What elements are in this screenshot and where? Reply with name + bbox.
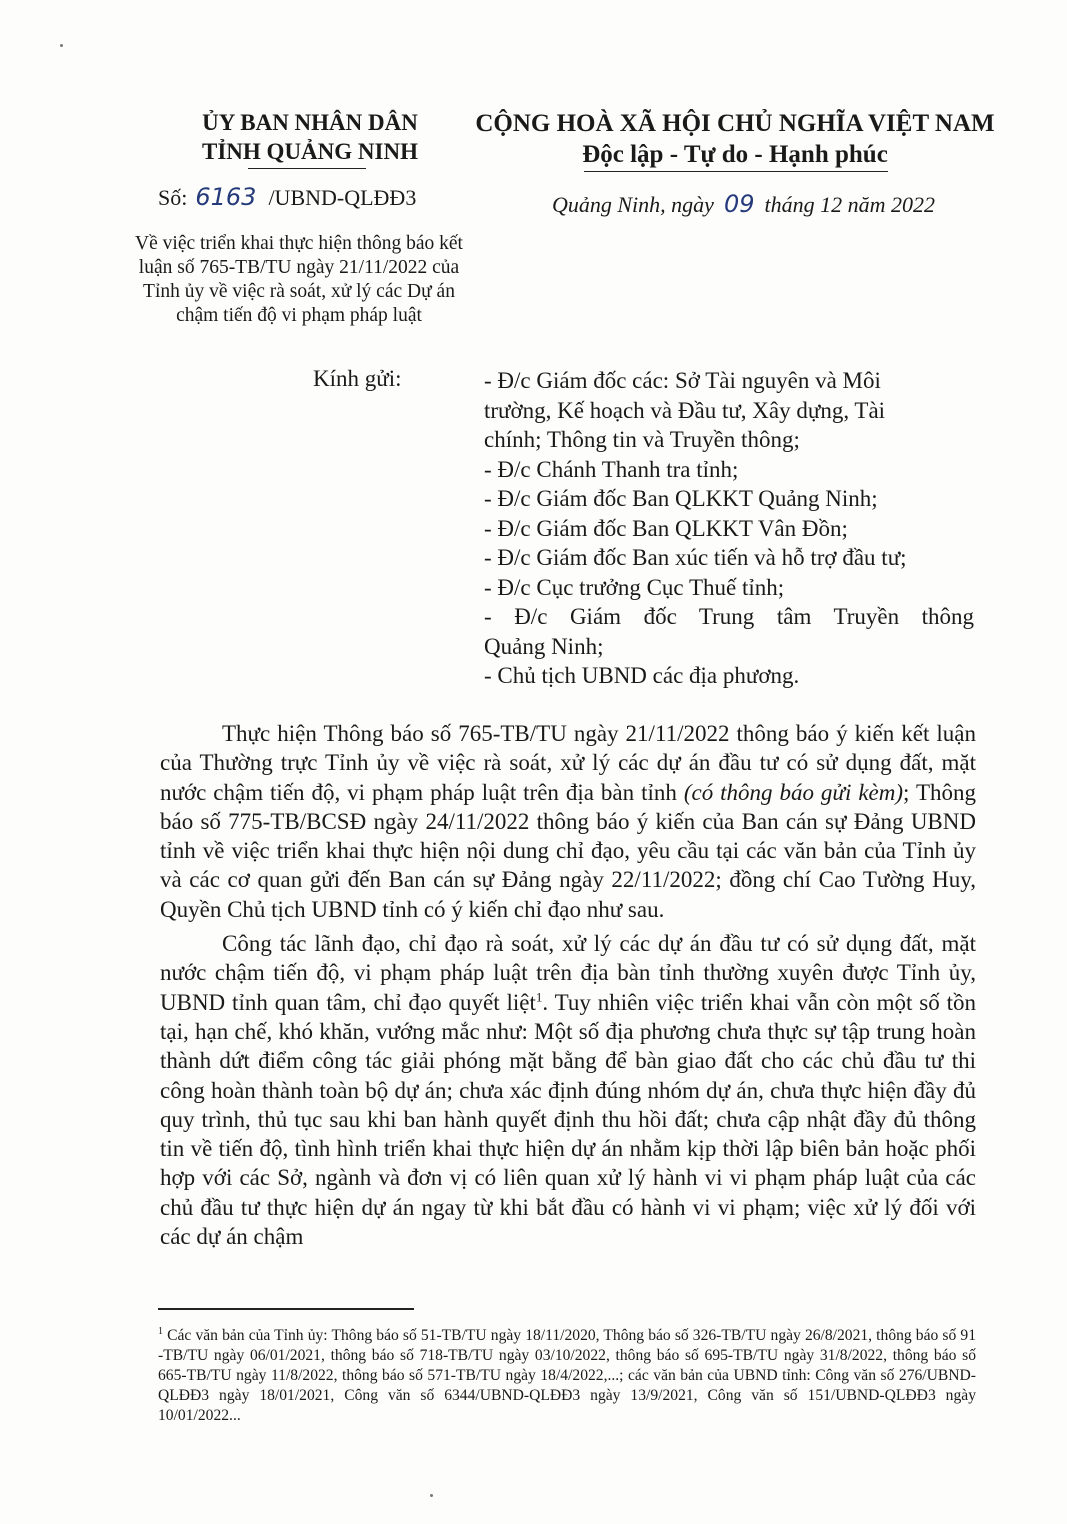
footnote bbox=[158, 1322, 976, 1426]
recipient-line: - Đ/c Giám đốc Trung tâm Truyền thông bbox=[484, 604, 974, 629]
body-paragraph-2 bbox=[160, 929, 976, 1251]
handwritten-number: 6163 bbox=[195, 183, 257, 211]
footnote-reference: 1 bbox=[535, 989, 543, 1005]
subject-line: Tỉnh ủy về việc rà soát, xử lý các Dự án bbox=[143, 281, 455, 302]
scan-speck bbox=[430, 1494, 433, 1497]
subject-line: luận số 765-TB/TU ngày 21/11/2022 của bbox=[138, 257, 460, 278]
national-motto: Độc lập - Tự do - Hạnh phúc bbox=[582, 141, 888, 168]
footnote-separator bbox=[158, 1308, 414, 1310]
subject-line: Về việc triển khai thực hiện thông báo kết bbox=[135, 233, 463, 254]
recipient-line: - Đ/c Giám đốc các: Sở Tài nguyên và Môi bbox=[484, 368, 881, 393]
paragraph-italic-note: (có thông báo gửi kèm) bbox=[683, 779, 904, 805]
motto-underline bbox=[584, 171, 888, 172]
recipient-line: - Chủ tịch UBND các địa phương. bbox=[484, 663, 800, 688]
date-prefix: Quảng Ninh, ngày bbox=[552, 192, 714, 217]
authority-underline bbox=[248, 168, 366, 169]
paragraph-text: Công tác lãnh đạo, chỉ đạo rà soát, xử lý các dự án đầu tư có sử dụng đất, mặt nước chậm tiến độ, vi phạm pháp luật trên địa bàn tỉnh thường xuyên được Tỉnh ủy, UBND tỉnh quan tâm, chỉ đạo quyết liệt bbox=[160, 931, 976, 1015]
authority-line-2: TỈNH QUẢNG NINH bbox=[202, 139, 418, 164]
recipient-line: - Đ/c Cục trưởng Cục Thuế tỉnh; bbox=[484, 574, 785, 600]
issuing-authority bbox=[140, 108, 480, 166]
body-paragraph-1 bbox=[160, 719, 976, 924]
footnote-marker: 1 bbox=[158, 1326, 163, 1337]
recipient-line: - Đ/c Chánh Thanh tra tỉnh; bbox=[484, 456, 739, 482]
document-number bbox=[158, 183, 416, 211]
recipient-line: trường, Kế hoạch và Đầu tư, Xây dựng, Tài bbox=[484, 397, 886, 423]
document-number-prefix: Số: bbox=[158, 185, 188, 210]
paragraph-text: Thực hiện Thông báo số 765-TB/TU ngày 21/11/2022 thông báo ý kiến kết luận của Thường trực Tỉnh ủy về việc rà soát, xử lý các dự án đầu tư có sử dụng đất, mặt nước chậm tiến độ, vi phạm pháp luật trên địa bàn tỉnh bbox=[160, 721, 976, 805]
date-line bbox=[552, 190, 935, 218]
document-body bbox=[160, 719, 976, 1251]
recipients-label: Kính gửi: bbox=[313, 366, 402, 391]
national-title bbox=[470, 108, 1000, 170]
scan-speck bbox=[60, 44, 63, 47]
recipients-list bbox=[484, 366, 974, 691]
footnote-text: Các văn bản của Tỉnh ủy: Thông báo số 51-TB/TU ngày 18/11/2020, Thông báo số 326-TB/TU ngày 26/8/2021, thông báo số 91 -TB/TU ngày 06/01/2021, thông báo số 718-TB/TU ngày 03/10/2022, thông báo số 695-TB/TU ngày 31/8/2022, thông báo số 665-TB/TU ngày 11/8/2022, thông báo số 571-TB/TU ngày 18/4/2022,...; các văn bản của UBND tỉnh: Công văn số 276/UBND-QLĐĐ3 ngày 18/01/2021, Công văn số 6344/UBND-QLĐĐ3 ngày 13/9/2021, Công văn số 151/UBND-QLĐĐ3 ngày 10/01/2022... bbox=[158, 1327, 976, 1425]
recipient-line: - Đ/c Giám đốc Ban QLKKT Quảng Ninh; bbox=[484, 486, 878, 511]
date-suffix: tháng 12 năm 2022 bbox=[764, 192, 935, 217]
recipient-line: Quảng Ninh; bbox=[484, 633, 604, 659]
recipient-line: chính; Thông tin và Truyền thông; bbox=[484, 427, 800, 452]
subject-line: chậm tiến độ vi phạm pháp luật bbox=[176, 305, 422, 326]
recipient-line: - Đ/c Giám đốc Ban xúc tiến và hỗ trợ đầu tư; bbox=[484, 545, 907, 570]
paragraph-text: . Tuy nhiên việc triển khai vẫn còn một số tồn tại, hạn chế, khó khăn, vướng mắc như: Một số địa phương chưa thực sự tập trung hoàn thành dứt điểm công tác giải phóng mặt bằng để bàn giao đất cho các chủ đầu tư thi công hoàn thành toàn bộ dự án; chưa xác định đúng nhóm dự án, chưa thực hiện đầy đủ quy trình, thủ tục sau khi ban hành quyết định thu hồi đất; chưa cập nhật đầy đủ thông tin về tiến độ, tình hình triển khai thực hiện dự án nhằm kịp thời lập biên bản hoặc phối hợp với các Sở, ngành và đơn vị có liên quan xử lý hành vi vi phạm pháp luật của các chủ đầu tư thực hiện dự án ngay từ khi bắt đầu có hành vi vi phạm; việc xử lý đối với các dự án chậm bbox=[160, 989, 977, 1250]
authority-line-1: ỦY BAN NHÂN DÂN bbox=[202, 110, 418, 135]
paragraph-text: ; Thông báo số 775-TB/BCSĐ ngày 24/11/2022 thông báo ý kiến của Ban cán sự Đảng UBND tỉnh về việc triển khai thực hiện nội dung chỉ đạo, yêu cầu tại các văn bản của Tỉnh ủy và các cơ quan gửi đến Ban cán sự Đảng ngày 22/11/2022; đồng chí Cao Tường Huy, Quyền Chủ tịch UBND tỉnh có ý kiến chỉ đạo như sau. bbox=[160, 779, 976, 922]
national-title-line-1: CỘNG HOÀ XÃ HỘI CHỦ NGHĨA VIỆT NAM bbox=[475, 110, 995, 137]
document-number-suffix: /UBND-QLĐĐ3 bbox=[268, 185, 417, 210]
handwritten-day: 09 bbox=[723, 190, 755, 218]
recipient-line: - Đ/c Giám đốc Ban QLKKT Vân Đồn; bbox=[484, 515, 848, 541]
subject-block bbox=[118, 232, 480, 328]
